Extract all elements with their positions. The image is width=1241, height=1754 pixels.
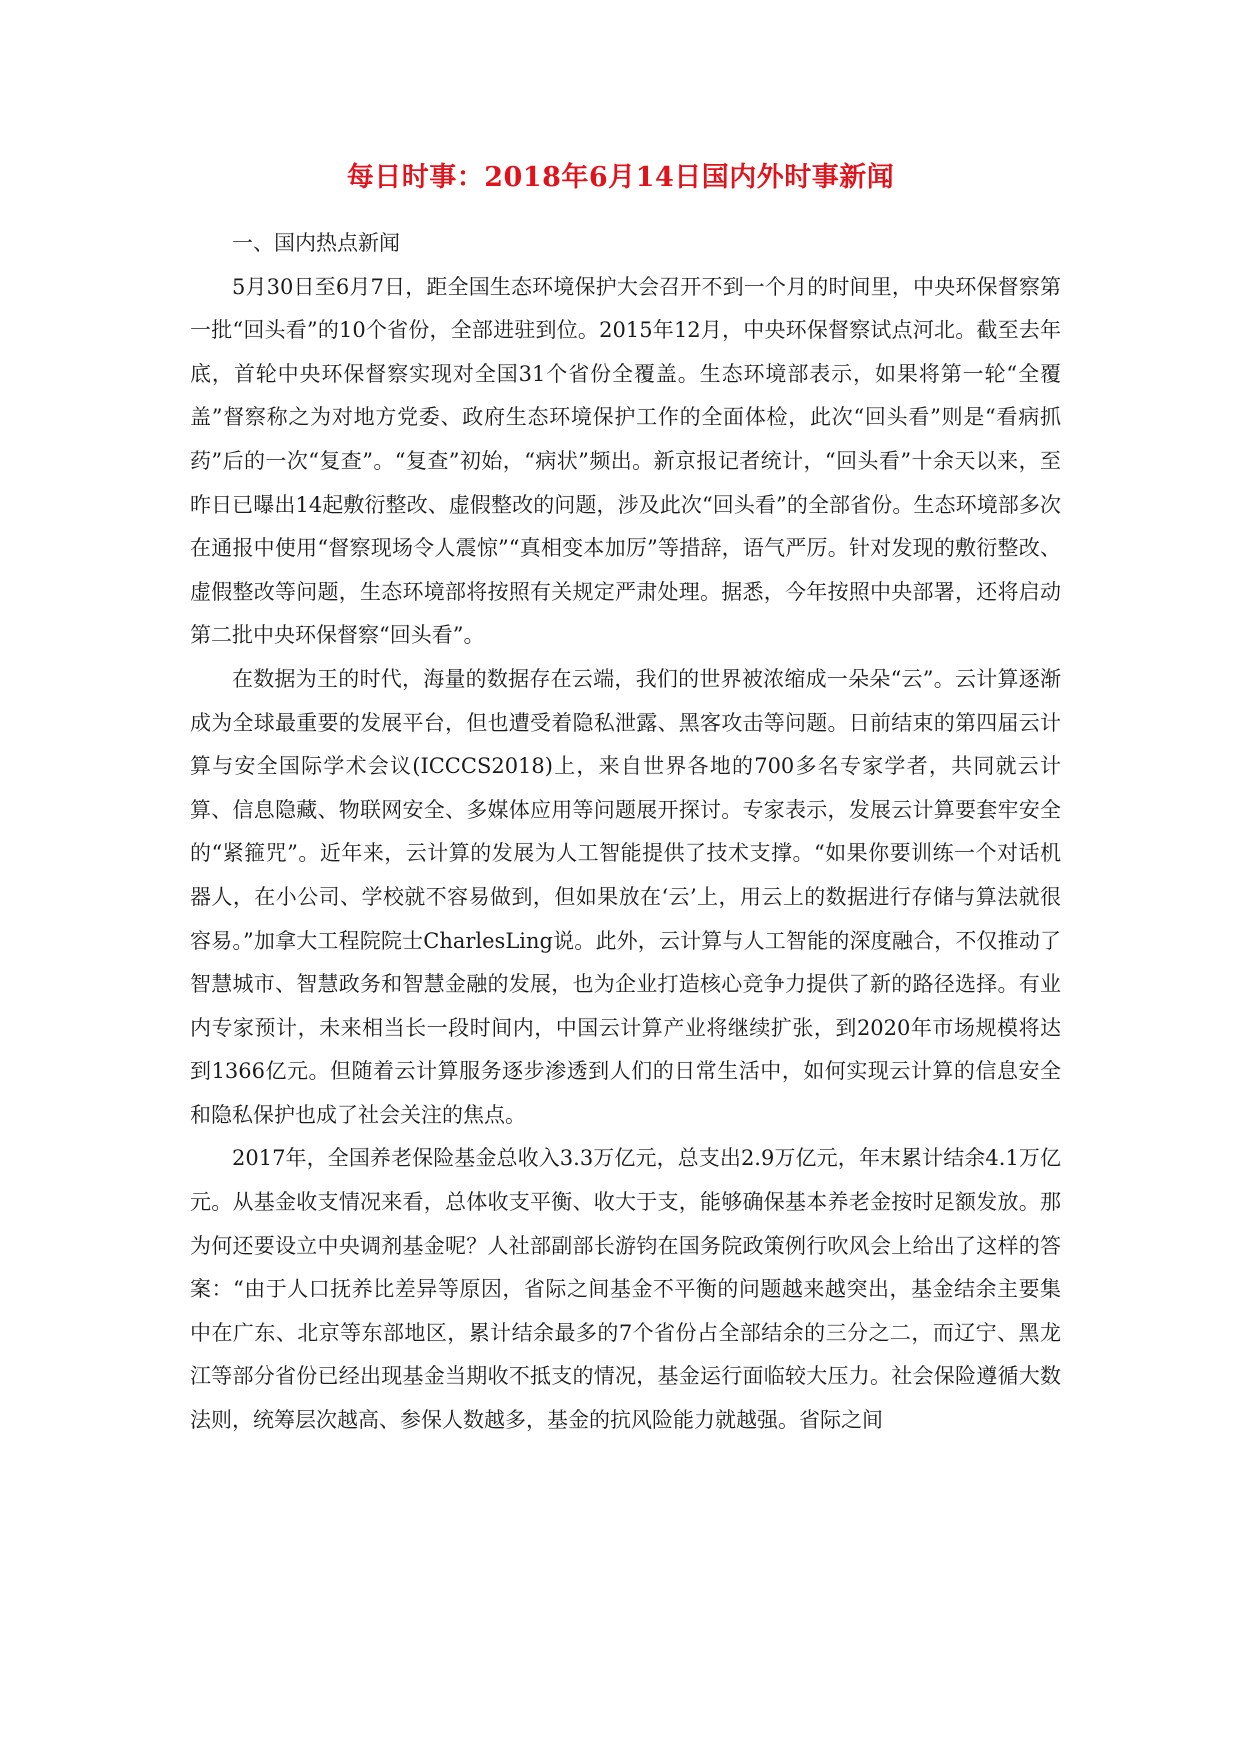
paragraph-pension-fund: 2017年，全国养老保险基金总收入3.3万亿元，总支出2.9万亿元，年末累计结余4.1万亿元。从基金收支情况来看，总体收支平衡、收大于支，能够确保基本养老金按时足额发放。那为何还要设立中央调剂基金呢？人社部副部长游钧在国务院政策例行吹风会上给出了这样的答案：“由于人口抚养比差异等原因，省际之间基金不平衡的问题越来越突出，基金结余主要集中在广东、北京等东部地区，累计结余最多的7个省份占全部结余的三分之二，而辽宁、黑龙江等部分省份已经出现基金当期收不抵支的情况，基金运行面临较大压力。社会保险遵循大数法则，统筹层次越高、参保人数越多，基金的抗风险能力就越强。省际之间 <box>190 1146 1061 1433</box>
document-body <box>190 222 1061 1443</box>
document-title: 每日时事：2018年6月14日国内外时事新闻 <box>346 162 895 193</box>
paragraph-cloud-computing: 在数据为王的时代，海量的数据存在云端，我们的世界被浓缩成一朵朵“云”。云计算逐渐成为全球最重要的发展平台，但也遭受着隐私泄露、黑客攻击等问题。日前结束的第四届云计算与安全国际学术会议(ICCCS2018)上，来自世界各地的700多名专家学者，共同就云计算、信息隐藏、物联网安全、多媒体应用等问题展开探讨。专家表示，发展云计算要套牢安全的“紧箍咒”。近年来，云计算的发展为人工智能提供了技术支撑。“如果你要训练一个对话机器人，在小公司、学校就不容易做到，但如果放在‘云’上，用云上的数据进行存储与算法就很容易。”加拿大工程院院士CharlesLing说。此外，云计算与人工智能的深度融合，不仅推动了智慧城市、智慧政务和智慧金融的发展，也为企业打造核心竞争力提供了新的路径选择。有业内专家预计，未来相当长一段时间内，中国云计算产业将继续扩张，到2020年市场规模将达到1366亿元。但随着云计算服务逐步渗透到人们的日常生活中，如何实现云计算的信息安全和隐私保护也成了社会关注的焦点。 <box>190 666 1061 1127</box>
paragraph-environment-inspection: 5月30日至6月7日，距全国生态环境保护大会召开不到一个月的时间里，中央环保督察第一批“回头看”的10个省份，全部进驻到位。2015年12月，中央环保督察试点河北。截至去年底，首轮中央环保督察实现对全国31个省份全覆盖。生态环境部表示，如果将第一轮“全覆盖”督察称之为对地方党委、政府生态环境保护工作的全面体检，此次“回头看”则是“看病抓药”后的一次“复查”。“复查”初始，“病状”频出。新京报记者统计，“回头看”十余天以来，至昨日已曝出14起敷衍整改、虚假整改的问题，涉及此次“回头看”的全部省份。生态环境部多次在通报中使用“督察现场令人震惊”“真相变本加厉”等措辞，语气严厉。针对发现的敷衍整改、虚假整改等问题，生态环境部将按照有关规定严肃处理。据悉，今年按照中央部署，还将启动第二批中央环保督察“回头看”。 <box>190 274 1061 648</box>
section-heading: 一、国内热点新闻 <box>232 231 400 255</box>
